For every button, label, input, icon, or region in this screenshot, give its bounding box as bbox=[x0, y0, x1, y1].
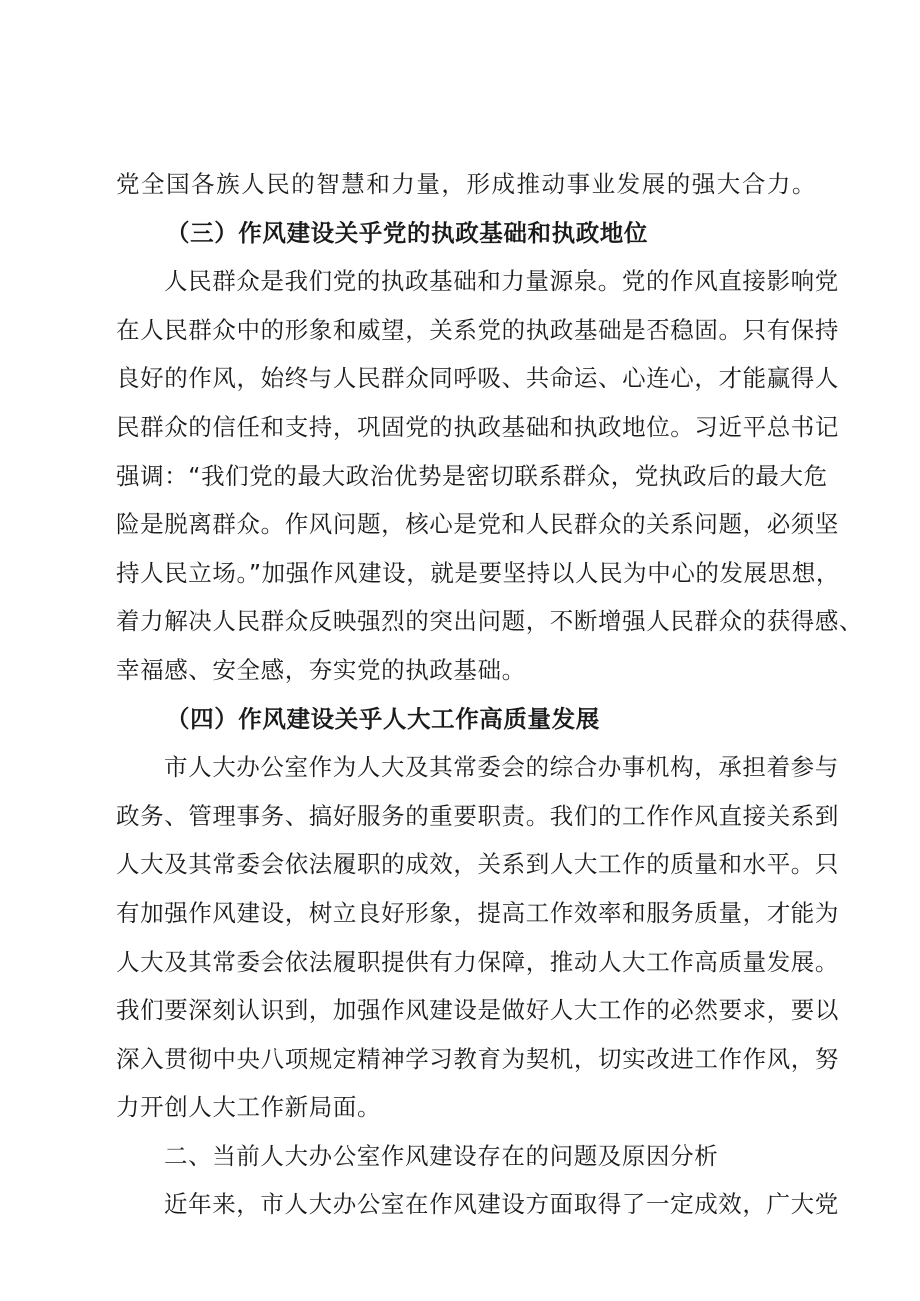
paragraph-line: 有加强作风建设，树立良好形象，提高工作效率和服务质量，才能为 bbox=[116, 898, 839, 927]
paragraph-line: 我们要深刻认识到，加强作风建设是做好人大工作的必然要求，要以 bbox=[116, 996, 839, 1025]
paragraph-line: 着力解决人民群众反映强烈的突出问题，不断增强人民群众的获得感、 bbox=[116, 607, 864, 636]
paragraph-line: 党全国各族人民的智慧和力量，形成推动事业发展的强大合力。 bbox=[116, 170, 816, 198]
paragraph-line: 险是脱离群众。作风问题，核心是党和人民群众的关系问题，必须坚 bbox=[116, 510, 839, 539]
subsection-heading-4: （四）作风建设关乎人大工作高质量发展 bbox=[166, 704, 600, 733]
paragraph-line: 深入贯彻中央八项规定精神学习教育为契机，切实改进工作作风，努 bbox=[116, 1044, 839, 1073]
section-heading-2: 二、当前人大办公室作风建设存在的问题及原因分析 bbox=[164, 1141, 719, 1170]
paragraph-line: 强调：“我们党的最大政治优势是密切联系群众，党执政后的最大危 bbox=[116, 461, 828, 490]
paragraph-line: 幸福感、安全感，夯实党的执政基础。 bbox=[116, 655, 526, 684]
paragraph-line: 民群众的信任和支持，巩固党的执政基础和执政地位。习近平总书记 bbox=[116, 412, 839, 441]
paragraph-line: 人民群众是我们党的执政基础和力量源泉。党的作风直接影响党 bbox=[164, 267, 839, 296]
paragraph-line: 市人大办公室作为人大及其常委会的综合办事机构，承担着参与 bbox=[164, 753, 839, 782]
paragraph-line: 在人民群众中的形象和威望，关系党的执政基础是否稳固。只有保持 bbox=[116, 315, 839, 344]
paragraph-line: 人大及其常委会依法履职的成效，关系到人大工作的质量和水平。只 bbox=[116, 850, 839, 879]
document-body bbox=[116, 160, 864, 1229]
paragraph-line: 持人民立场。”加强作风建设，就是要坚持以人民为中心的发展思想， bbox=[116, 558, 841, 587]
subsection-heading-3: （三）作风建设关乎党的执政基础和执政地位 bbox=[166, 218, 648, 247]
paragraph-line: 良好的作风，始终与人民群众同呼吸、共命运、心连心，才能赢得人 bbox=[116, 364, 839, 393]
paragraph-line: 近年来，市人大办公室在作风建设方面取得了一定成效，广大党 bbox=[164, 1190, 839, 1219]
paragraph-line: 政务、管理事务、搞好服务的重要职责。我们的工作作风直接关系到 bbox=[116, 801, 839, 830]
paragraph-line: 力开创人大工作新局面。 bbox=[116, 1093, 382, 1122]
paragraph-line: 人大及其常委会依法履职提供有力保障，推动人大工作高质量发展。 bbox=[116, 947, 839, 976]
